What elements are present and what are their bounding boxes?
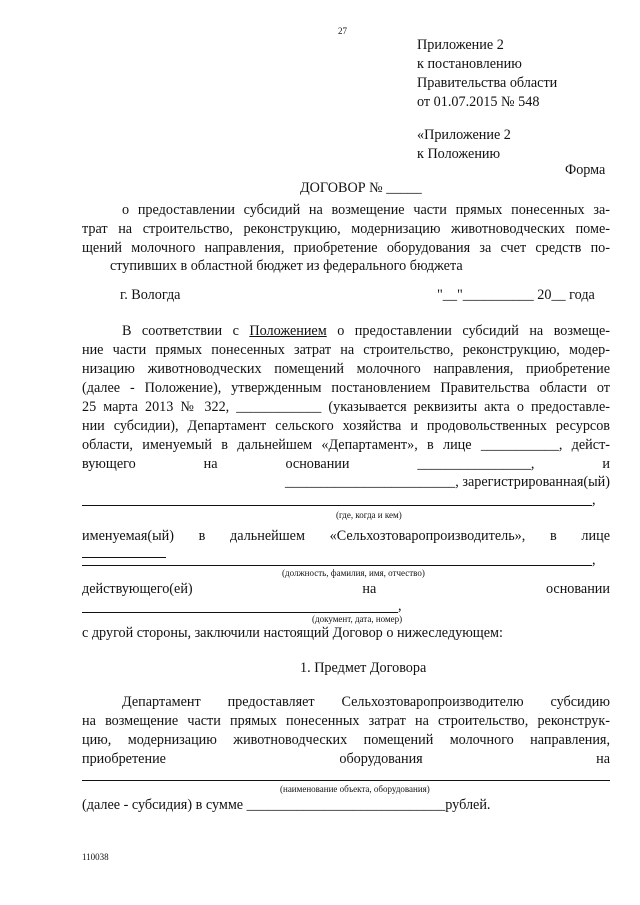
hint-object: (наименование объекта, оборудования) xyxy=(280,784,430,794)
fill-line[interactable] xyxy=(82,557,166,558)
preamble-line: низацию животноводческих помещений молочного направления, приобретение xyxy=(82,361,610,377)
fill-line[interactable] xyxy=(82,780,610,781)
fill-line[interactable] xyxy=(82,505,592,506)
preamble-line: ________________________, зарегистрированная(ый) xyxy=(285,474,610,490)
preamble-line: именуемая(ый) в дальнейшем «Сельхозтоваропроизводитель», в лице xyxy=(82,528,610,544)
appendix-line: от 01.07.2015 № 548 xyxy=(417,94,540,110)
appendix-line: к постановлению xyxy=(417,56,522,72)
preamble-line: области, именуемый в дальнейшем «Департамент», в лице ___________, дейст- xyxy=(82,437,610,453)
contract-date: "__"__________ 20__ года xyxy=(437,287,595,303)
section-line: цию, модернизацию животноводческих помещений молочного направления, xyxy=(82,732,610,748)
footer-code: 110038 xyxy=(82,852,109,862)
page-number: 27 xyxy=(338,26,347,36)
title-line: щений молочного направления, приобретение оборудования за счет средств по- xyxy=(82,240,610,256)
preamble-line-1 xyxy=(122,322,610,341)
preamble-line: действующего(ей) на основании xyxy=(82,581,610,597)
hint-position-name: (должность, фамилия, имя, отчество) xyxy=(282,568,425,578)
comma: , xyxy=(398,598,402,614)
section-line: (далее - субсидия) в сумме ____________________________рублей. xyxy=(82,797,491,813)
form-label: Форма xyxy=(565,162,606,178)
city: г. Вологда xyxy=(120,287,181,303)
regulation-link[interactable]: Положением xyxy=(249,323,327,339)
appendix-header xyxy=(417,36,557,112)
appendix-line: Правительства области xyxy=(417,75,558,91)
fill-line[interactable] xyxy=(82,612,398,613)
fill-line[interactable] xyxy=(82,565,592,566)
preamble-line: 25 марта 2013 № 322, ____________ (указывается реквизиты акта о предоставле- xyxy=(82,399,610,415)
title-line: трат на строительство, реконструкцию, модернизацию животноводческих поме- xyxy=(82,221,610,237)
contract-title: ДОГОВОР № _____ xyxy=(300,180,422,196)
comma: , xyxy=(592,492,596,508)
hint-where-when: (где, когда и кем) xyxy=(336,510,402,520)
appendix-line: Приложение 2 xyxy=(417,37,504,53)
section-line: приобретение оборудования на xyxy=(82,751,610,767)
title-line: ступивших в областной бюджет из федерального бюджета xyxy=(110,258,463,274)
appendix2-line: к Положению xyxy=(417,146,501,162)
appendix2-header xyxy=(417,126,511,164)
appendix2-line: «Приложение 2 xyxy=(417,127,511,143)
preamble-line: вующего на основании ________________, и xyxy=(82,456,610,472)
comma: , xyxy=(592,552,596,568)
section-line: Департамент предоставляет Сельхозтоваропроизводителю субсидию xyxy=(122,694,610,710)
preamble-line: ние части прямых понесенных затрат на строительство, реконструкцию, модер- xyxy=(82,342,610,358)
text: о предоставлении субсидий на возмеще- xyxy=(337,323,611,339)
hint-document: (документ, дата, номер) xyxy=(312,614,403,624)
title-line: о предоставлении субсидий на возмещение части прямых понесенных за- xyxy=(122,202,610,218)
preamble-line: с другой стороны, заключили настоящий Договор о нижеследующем: xyxy=(82,625,503,641)
section-line: на возмещение части прямых понесенных затрат на строительство, реконструк- xyxy=(82,713,610,729)
preamble-line: (далее - Положение), утвержденным постановлением Правительства области от xyxy=(82,380,610,396)
section-heading: 1. Предмет Договора xyxy=(300,660,427,676)
preamble-line: нии субсидии), Департамент сельского хозяйства и продовольственных ресурсов xyxy=(82,418,610,434)
text: В соответствии с xyxy=(122,323,239,339)
